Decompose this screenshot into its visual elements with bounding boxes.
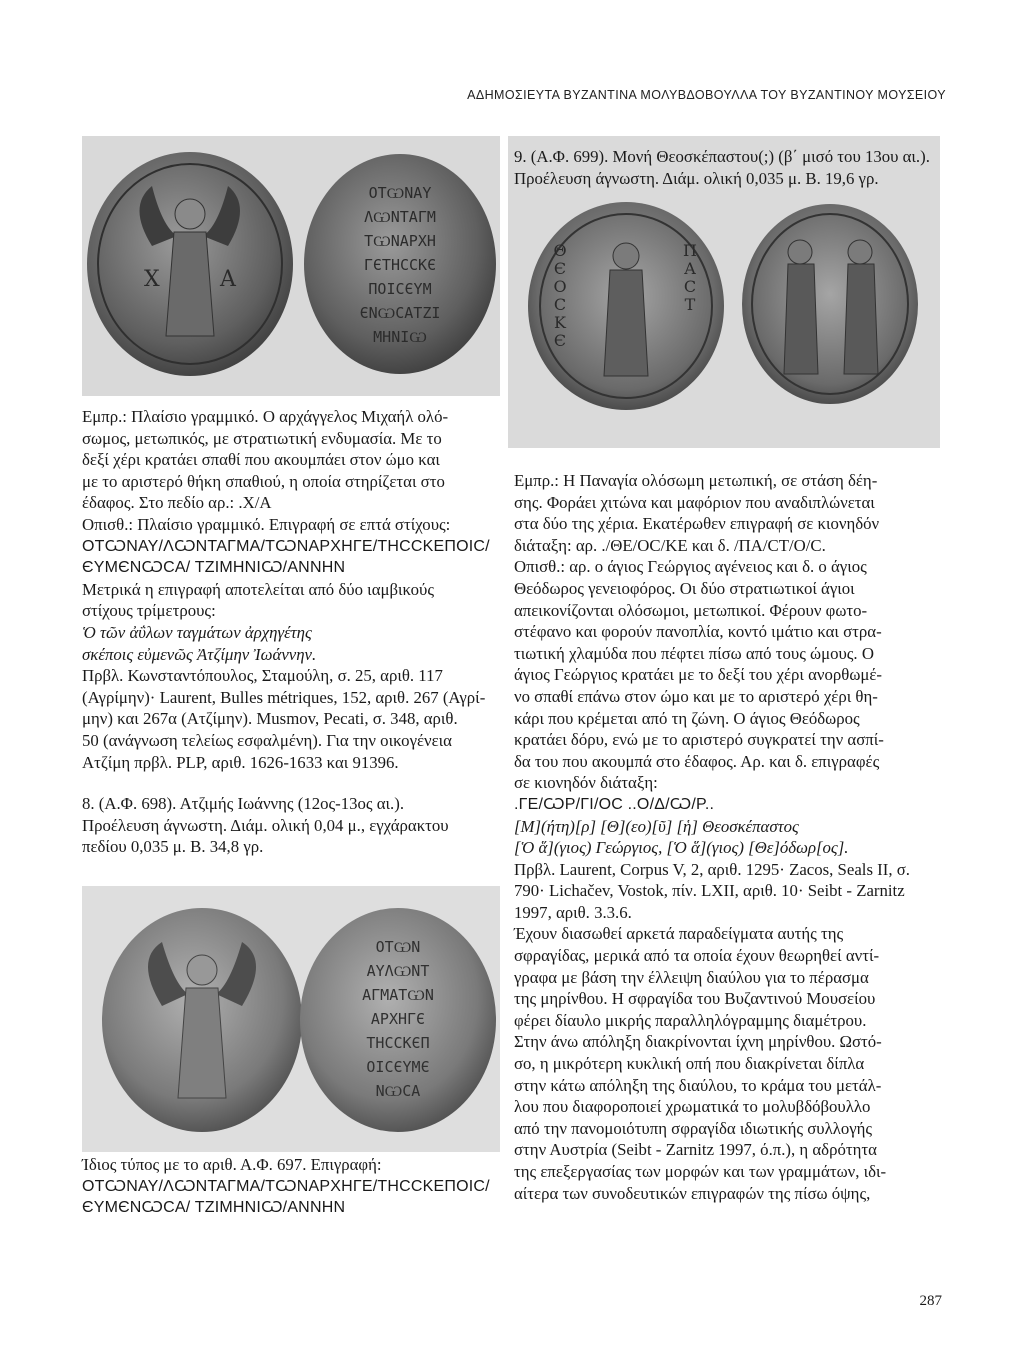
text-line: λου που διαφοροποιεί χρωματικά το μολυβδόβουλλο	[514, 1097, 871, 1117]
seal-letter: Α	[684, 259, 696, 278]
seal-letter: Є	[553, 259, 567, 278]
entry-9-header	[514, 146, 944, 189]
inscription-line: ЄΥΜЄΝѠCΑ/ ΤΖΙΜΗΝΙѠ/ΑΝΝΗΝ	[82, 1199, 346, 1217]
text-line: αίτερα των συνοδευτικών επιγραφών της πίσω όψης,	[514, 1183, 871, 1203]
text-line: νο σπαθί επάνω στον ώμο και με το αριστερό χέρι θη-	[514, 686, 878, 706]
text-line: κρατάει δόρυ, ενώ με το αριστερό συγκρατεί την ασπί-	[514, 730, 884, 750]
verse-line: σκέποις εὐμενῶς Ἀτζίμην Ἰωάννην.	[82, 644, 317, 664]
text-line: Έχουν διασωθεί αρκετά παραδείγματα αυτής της	[514, 924, 844, 944]
entry-9-discussion	[514, 923, 944, 1204]
text-line: στην κάτω απόληξη της διαύλου, το κράμα του μετάλ-	[514, 1075, 882, 1095]
seal-8-photo	[82, 886, 500, 1152]
reference-line: μην) και 267α (Ατζίμην). Musmov, Pecati, σ. 348, αριθ.	[82, 709, 458, 729]
reference-line: 50 (ανάγνωση τελείως εσφαλμένη). Για την οικογένεια	[82, 730, 452, 750]
entry-8-header	[82, 793, 500, 858]
reference-line: 1997, αριθ. 3.3.6.	[514, 902, 632, 922]
entry-header-line: Προέλευση άγνωστη. Διάμ. ολική 0,035 μ. Β. 19,6 γρ.	[514, 168, 879, 188]
entry-9-body	[514, 470, 944, 794]
seal-inscription-row: ΛѠΝΤΑΓΜ	[364, 208, 436, 226]
reading-line: [Μ](ήτη)[ρ] [Θ](εο)[ῦ] [ἡ] Θεοσκέπαστος	[514, 816, 799, 836]
entry-9-text	[514, 470, 944, 1204]
text-line: Μετρικά η επιγραφή αποτελείται από δύο ιαμβικούς	[82, 579, 434, 599]
text-line: Εμπρ.: Πλαίσιο γραμμικό. Ο αρχάγγελος Μιχαήλ ολό-	[82, 407, 449, 426]
reference-line: Πρβλ. Laurent, Corpus V, 2, αριθ. 1295· Zacos, Seals II, σ.	[514, 859, 910, 879]
text-line: γραφα με βάση την έλλειψη διαύλου για το πέρασμα	[514, 967, 869, 987]
text-line: Στην άνω απόληξη διακρίνονται ίχνη μηρίνθου. Ωστό-	[514, 1032, 882, 1052]
text-line: έδαφος. Στο πεδίο αρ.: .Χ/Α	[82, 493, 272, 513]
text-line: της επεξεργασίας των μορφών και των γραμμάτων, ιδι-	[514, 1162, 887, 1181]
text-line: στέφανο και φορούν πανοπλία, κοντό ιμάτιο και στρα-	[514, 622, 882, 642]
entry-9-inscription: .ΓΕ/ѠΡ/ΓΙ/ΟC ..Ο/Δ/Ѡ/Ρ..	[514, 795, 715, 813]
inscription-line: ЄΥΜЄΝѠCΑ/ ΤΖΙΜΗΝΙѠ/ΑΝΝΗΝ	[82, 559, 346, 577]
text-line: της μηρίνθου. Η σφραγίδα του Βυζαντινού Μουσείου	[514, 989, 876, 1009]
text-line: διάταξη: αρ. ./ΘΕ/ΟC/ΚΕ και δ. /ΠΑ/CΤ/Ο/C.	[514, 535, 826, 555]
reading-line: [Ὁ ἅ](γιος) Γεώργιος, [Ὁ ἅ](γιος) [Θε]όδωρ[ος].	[514, 838, 849, 858]
text-line: στα δύο της χέρια. Εκατέρωθεν επιγραφή σε κιονηδόν	[514, 514, 880, 534]
verse-line: Ὁ τῶν ἀΰλων ταγμάτων ἀρχηγέτης	[82, 622, 312, 642]
seal-letter: Τ	[684, 295, 696, 314]
seal-inscription-row: ΤѠΝΑΡΧΗ	[364, 232, 436, 250]
seal-7-photo	[82, 136, 500, 396]
inscription-line: ΟΤѠΝΑΥ/ΛѠΝΤΑΓΜΑ/ΤѠΝΑΡΧΗΓΕ/ΤΗCCΚΕΠΟΙC/	[82, 537, 490, 555]
reference-line: (Αγρίμην)· Laurent, Bulles métriques, 152, αριθ. 267 (Αγρί-	[82, 687, 486, 707]
seal-inscription-row: ΟΙCЄΥΜЄ	[366, 1058, 430, 1076]
text-line: Οπισθ.: αρ. ο άγιος Γεώργιος αγένειος και δ. ο άγιος	[514, 557, 867, 577]
entry-7-references	[82, 665, 500, 773]
seal-inscription-row: ЄΝѠCΑΤΖΙ	[359, 304, 441, 322]
seal-letter: Κ	[554, 313, 566, 332]
text-line: σης. Φοράει χιτώνα και μαφόριον που αναδιπλώνεται	[514, 492, 875, 512]
entry-header-line: πεδίου 0,035 μ. Β. 34,8 γρ.	[82, 837, 264, 857]
entry-9-references	[514, 859, 944, 924]
entry-header-line: Προέλευση άγνωστη. Διάμ. ολική 0,04 μ., εγχάρακτου	[82, 815, 449, 835]
text-line: Οπισθ.: Πλαίσιο γραμμικό. Επιγραφή σε επτά στίχους:	[82, 514, 451, 534]
text-line: άγιος Γεώργιος κρατάει με το δεξί του χέρι ανορθωμέ-	[514, 665, 882, 685]
entry-7-body	[82, 406, 500, 536]
text-line: κάρι που κρέμεται από τη ζώνη. Ο άγιος Θεόδωρος	[514, 708, 860, 728]
text-line: φέρει δίαυλο μικρής παραλληλόγραμμης διαμέτρου.	[514, 1010, 867, 1030]
seal-inscription-row: ΑΥΛѠΝΤ	[366, 962, 430, 980]
text-line: απεικονίζονται ολόσωμοι, μετωπικοί. Φέρουν φωτο-	[514, 600, 868, 620]
seal-letter: C	[553, 295, 567, 314]
reference-line: Πρβλ. Κωνσταντόπουλος, Σταμούλη, σ. 25, αριθ. 117	[82, 666, 443, 686]
seal-letter: Π	[683, 241, 697, 260]
seal-inscription-row: ΤΗCCΚЄΠ	[366, 1034, 430, 1052]
seal-inscription-row: ΟΤѠΝΑΥ	[368, 184, 432, 202]
entry-7-text	[82, 406, 500, 858]
svg-text:Χ: Χ	[144, 267, 160, 292]
entry-7-inscription	[82, 536, 500, 579]
seal-letter: Є	[553, 331, 567, 350]
entry-7-meter	[82, 579, 500, 622]
text-line: Εμπρ.: Η Παναγία ολόσωμη μετωπική, σε στάση δέη-	[514, 471, 878, 490]
seal-inscription-row: ΑΡΧΗΓЄ	[370, 1010, 426, 1028]
seal-letter: C	[683, 277, 697, 296]
text-line: στην Αυστρία (Seibt - Zarnitz 1997, ό.π.), η αδρότητα	[514, 1140, 877, 1160]
text-line: στίχους τρίμετρους:	[82, 601, 216, 621]
seal-inscription-row: ΑΓΜΑΤѠΝ	[362, 986, 434, 1004]
text-line: με το αριστερό θήκη σπαθιού, η οποία στηρίζεται στο	[82, 471, 445, 491]
seal-inscription-row: ΜΗΝΙѠ	[373, 328, 427, 346]
seal-inscription-row: ΟΤѠΝ	[375, 938, 421, 956]
text-line: σωμος, μετωπικός, με στρατιωτική ενδυμασία. Με το	[82, 428, 442, 448]
svg-text:Α: Α	[220, 267, 236, 292]
text-line: σο, η μικρότερη κυκλική οπή που διακρίνεται δίπλα	[514, 1054, 865, 1074]
text-line: Θεόδωρος γενειοφόρος. Οι δύο στρατιωτικοί άγιοι	[514, 578, 855, 598]
seal-inscription-row: ΓЄΤΗCCΚЄ	[363, 256, 437, 274]
entry-9-reading	[514, 816, 944, 859]
entry-9-header-lines	[514, 146, 944, 189]
seal-inscription-row: ΠΟΙCЄΥΜ	[368, 280, 432, 298]
text-line: από την πανομοιότυπη σφραγίδα ιδιωτικής συλλογής	[514, 1118, 873, 1138]
entry-header-line: 9. (Α.Φ. 699). Μονή Θεοσκέπαστου(;) (β΄ μισό του 13ου αι.).	[514, 147, 930, 166]
inscription-line: ΟΤѠΝΑΥ/ΛѠΝΤΑΓΜΑ/ΤѠΝΑΡΧΗΓΕ/ΤΗCCΚΕΠΟΙC/	[82, 1177, 490, 1195]
entry-header-line: 8. (Α.Φ. 698). Ατζιμής Ιωάννης (12ος-13ος αι.).	[82, 794, 405, 814]
entry-8-body: Ίδιος τύπος με το αριθ. Α.Φ. 697. Επιγραφή:	[82, 1155, 382, 1174]
running-head: ΑΔΗΜΟΣΙΕΥΤΑ ΒΥΖΑΝΤΙΝΑ ΜΟΛΥΒΔΟΒΟΥΛΛΑ ΤΟΥ ΒΥΖΑΝΤΙΝΟΥ ΜΟΥΣΕΙΟΥ	[467, 88, 946, 102]
seal-letter: Θ	[553, 241, 567, 260]
seal-inscription-row: ΝѠCΑ	[375, 1082, 421, 1100]
entry-8-inscription	[82, 1176, 500, 1219]
text-line: δα του που ακουμπά στο έδαφος. Αρ. και δ. επιγραφές	[514, 751, 880, 771]
seal-letter: Ο	[553, 277, 567, 296]
text-line: σφραγίδας, μερικά από τα οποία έχουν θεωρηθεί αντί-	[514, 946, 880, 966]
entry-7-verse	[82, 622, 500, 665]
reference-line: 790· Lichačev, Vostok, πίν. LXII, αριθ. 10· Seibt - Zarnitz	[514, 881, 905, 901]
text-line: δεξί χέρι κρατάει σπαθί που ακουμπάει στον ώμο και	[82, 450, 440, 470]
entry-8-text	[82, 1154, 500, 1219]
page-number: 287	[919, 1293, 942, 1309]
text-line: τιωτική χλαμύδα που πέφτει πίσω από τους ώμους. Ο	[514, 643, 874, 663]
reference-line: Ατζίμη πρβλ. PLP, αριθ. 1626-1633 και 91396.	[82, 752, 399, 772]
text-line: σε κιονηδόν διάταξη:	[514, 773, 658, 793]
